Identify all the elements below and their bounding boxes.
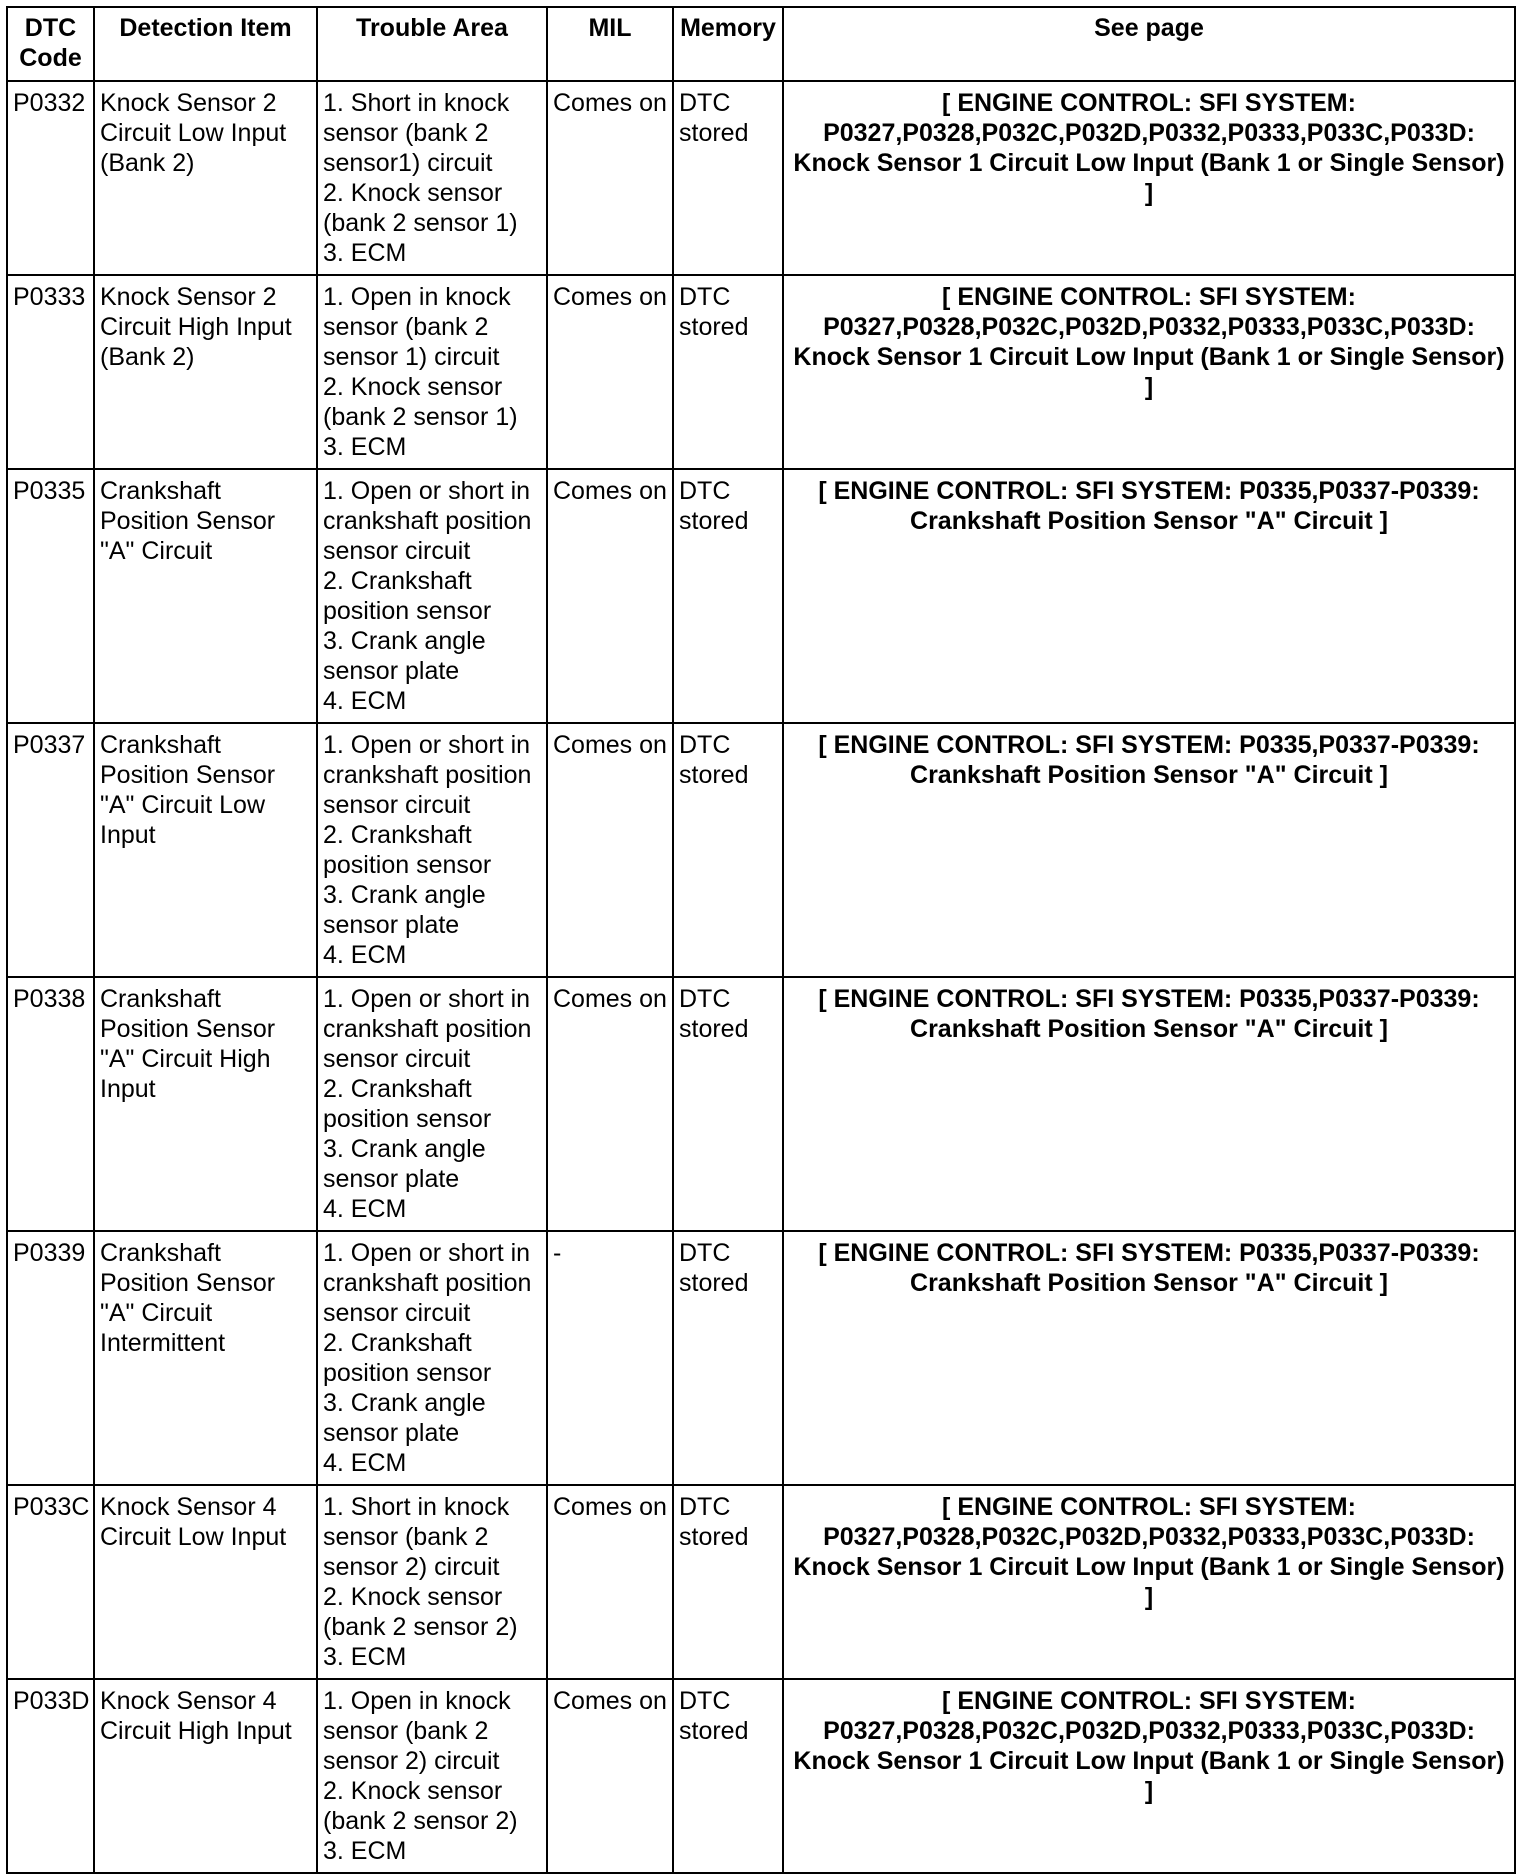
trouble-area-line: 3. ECM	[323, 1643, 407, 1671]
trouble-area-cell	[317, 275, 547, 469]
see-page-cell	[783, 723, 1515, 977]
trouble-area-line: 2. Knock sensor	[323, 179, 503, 207]
header-see-page: See page	[783, 7, 1515, 81]
see-page-line: ]	[1144, 179, 1154, 207]
see-page-line: P0327,P0328,P032C,P032D,P0332,P0333,P033C,P033D:	[823, 1523, 1475, 1551]
table-row	[7, 723, 1515, 977]
see-page-line: P0327,P0328,P032C,P032D,P0332,P0333,P033C,P033D:	[823, 119, 1475, 147]
mil-cell: Comes on	[547, 1485, 673, 1679]
trouble-area-line: (bank 2 sensor 2)	[323, 1613, 518, 1641]
table-row	[7, 81, 1515, 275]
see-page-cell	[783, 469, 1515, 723]
trouble-area-line: 1. Open or short in	[323, 985, 531, 1013]
table-header-row	[7, 7, 1515, 81]
trouble-area-line: 1. Open or short in	[323, 731, 531, 759]
see-page-line: ]	[1144, 1777, 1154, 1805]
trouble-area-line: 3. ECM	[323, 433, 407, 461]
see-page-line: Knock Sensor 1 Circuit Low Input (Bank 1 or Single Sensor)	[793, 149, 1505, 177]
trouble-area-line: 1. Open or short in	[323, 477, 531, 505]
mil-cell: Comes on	[547, 275, 673, 469]
detection-item-cell: Crankshaft Position Sensor "A" Circuit Intermittent	[94, 1231, 317, 1485]
detection-item-cell: Crankshaft Position Sensor "A" Circuit High Input	[94, 977, 317, 1231]
table-row	[7, 1679, 1515, 1873]
trouble-area-line: sensor (bank 2	[323, 119, 489, 147]
trouble-area-line: sensor 1) circuit	[323, 343, 500, 371]
dtc-code-cell: P0333	[7, 275, 94, 469]
see-page-line: Knock Sensor 1 Circuit Low Input (Bank 1 or Single Sensor)	[793, 343, 1505, 371]
trouble-area-line: 3. ECM	[323, 1837, 407, 1865]
see-page-line: ]	[1144, 373, 1154, 401]
trouble-area-line: sensor (bank 2	[323, 1717, 489, 1745]
trouble-area-line: 3. Crank angle	[323, 627, 486, 655]
see-page-line: Crankshaft Position Sensor "A" Circuit ]	[910, 1269, 1388, 1297]
table-row	[7, 977, 1515, 1231]
memory-cell: DTC stored	[673, 723, 783, 977]
trouble-area-line: crankshaft position	[323, 761, 532, 789]
see-page-line: Crankshaft Position Sensor "A" Circuit ]	[910, 1015, 1388, 1043]
mil-cell: Comes on	[547, 1679, 673, 1873]
trouble-area-line: position sensor	[323, 597, 492, 625]
mil-cell: Comes on	[547, 469, 673, 723]
memory-cell: DTC stored	[673, 81, 783, 275]
trouble-area-line: 2. Crankshaft	[323, 1075, 472, 1103]
see-page-line: [ ENGINE CONTROL: SFI SYSTEM: P0335,P0337-P0339:	[818, 1239, 1480, 1267]
see-page-line: [ ENGINE CONTROL: SFI SYSTEM: P0335,P0337-P0339:	[818, 731, 1480, 759]
trouble-area-line: 4. ECM	[323, 687, 407, 715]
detection-item-cell: Knock Sensor 2 Circuit Low Input (Bank 2)	[94, 81, 317, 275]
dtc-code-cell: P0337	[7, 723, 94, 977]
header-dtc-code: DTC Code	[7, 7, 94, 81]
trouble-area-line: 2. Crankshaft	[323, 821, 472, 849]
table-row	[7, 1485, 1515, 1679]
see-page-line: ]	[1144, 1583, 1154, 1611]
see-page-cell	[783, 1231, 1515, 1485]
trouble-area-line: sensor plate	[323, 1165, 460, 1193]
see-page-cell	[783, 275, 1515, 469]
trouble-area-line: sensor plate	[323, 1419, 460, 1447]
table-row	[7, 469, 1515, 723]
mil-cell: Comes on	[547, 723, 673, 977]
trouble-area-line: position sensor	[323, 1359, 492, 1387]
table-row	[7, 1231, 1515, 1485]
see-page-line: Knock Sensor 1 Circuit Low Input (Bank 1 or Single Sensor)	[793, 1553, 1505, 1581]
see-page-cell	[783, 1485, 1515, 1679]
see-page-line: [ ENGINE CONTROL: SFI SYSTEM:	[942, 1687, 1356, 1715]
see-page-cell	[783, 1679, 1515, 1873]
mil-cell: Comes on	[547, 977, 673, 1231]
detection-item-cell: Knock Sensor 2 Circuit High Input (Bank 2)	[94, 275, 317, 469]
see-page-line: [ ENGINE CONTROL: SFI SYSTEM: P0335,P0337-P0339:	[818, 985, 1480, 1013]
trouble-area-line: sensor circuit	[323, 1045, 471, 1073]
trouble-area-line: 3. Crank angle	[323, 881, 486, 909]
trouble-area-line: sensor 2) circuit	[323, 1747, 500, 1775]
memory-cell: DTC stored	[673, 977, 783, 1231]
trouble-area-line: 1. Open in knock	[323, 1687, 511, 1715]
trouble-area-line: position sensor	[323, 851, 492, 879]
trouble-area-line: 3. ECM	[323, 239, 407, 267]
trouble-area-line: crankshaft position	[323, 1015, 532, 1043]
trouble-area-cell	[317, 977, 547, 1231]
see-page-line: Crankshaft Position Sensor "A" Circuit ]	[910, 507, 1388, 535]
detection-item-cell: Knock Sensor 4 Circuit Low Input	[94, 1485, 317, 1679]
table-body	[7, 81, 1515, 1873]
trouble-area-line: sensor (bank 2	[323, 313, 489, 341]
trouble-area-line: sensor plate	[323, 657, 460, 685]
trouble-area-line: sensor1) circuit	[323, 149, 493, 177]
table-row	[7, 275, 1515, 469]
trouble-area-line: 3. Crank angle	[323, 1135, 486, 1163]
mil-cell: Comes on	[547, 81, 673, 275]
memory-cell: DTC stored	[673, 275, 783, 469]
memory-cell: DTC stored	[673, 1679, 783, 1873]
trouble-area-line: (bank 2 sensor 1)	[323, 403, 518, 431]
trouble-area-line: 2. Knock sensor	[323, 1777, 503, 1805]
trouble-area-line: 1. Open in knock	[323, 283, 511, 311]
trouble-area-cell	[317, 1485, 547, 1679]
dtc-code-cell: P033D	[7, 1679, 94, 1873]
dtc-code-cell: P0335	[7, 469, 94, 723]
detection-item-cell: Crankshaft Position Sensor "A" Circuit Low Input	[94, 723, 317, 977]
detection-item-cell: Crankshaft Position Sensor "A" Circuit	[94, 469, 317, 723]
dtc-code-cell: P0332	[7, 81, 94, 275]
trouble-area-line: 1. Open or short in	[323, 1239, 531, 1267]
see-page-line: [ ENGINE CONTROL: SFI SYSTEM:	[942, 1493, 1356, 1521]
trouble-area-line: 2. Knock sensor	[323, 373, 503, 401]
see-page-cell	[783, 977, 1515, 1231]
trouble-area-line: 4. ECM	[323, 1195, 407, 1223]
dtc-table	[6, 6, 1516, 1874]
trouble-area-cell	[317, 469, 547, 723]
trouble-area-line: 1. Short in knock	[323, 1493, 510, 1521]
memory-cell: DTC stored	[673, 1231, 783, 1485]
see-page-line: [ ENGINE CONTROL: SFI SYSTEM:	[942, 89, 1356, 117]
trouble-area-cell	[317, 81, 547, 275]
trouble-area-line: 2. Knock sensor	[323, 1583, 503, 1611]
see-page-cell	[783, 81, 1515, 275]
trouble-area-line: (bank 2 sensor 2)	[323, 1807, 518, 1835]
trouble-area-line: 2. Crankshaft	[323, 567, 472, 595]
trouble-area-line: sensor circuit	[323, 1299, 471, 1327]
trouble-area-cell	[317, 723, 547, 977]
mil-cell: -	[547, 1231, 673, 1485]
memory-cell: DTC stored	[673, 469, 783, 723]
dtc-code-cell: P0338	[7, 977, 94, 1231]
see-page-line: [ ENGINE CONTROL: SFI SYSTEM: P0335,P0337-P0339:	[818, 477, 1480, 505]
trouble-area-line: 1. Short in knock	[323, 89, 510, 117]
trouble-area-cell	[317, 1679, 547, 1873]
trouble-area-line: sensor plate	[323, 911, 460, 939]
header-mil: MIL	[547, 7, 673, 81]
see-page-line: [ ENGINE CONTROL: SFI SYSTEM:	[942, 283, 1356, 311]
trouble-area-line: (bank 2 sensor 1)	[323, 209, 518, 237]
trouble-area-line: crankshaft position	[323, 507, 532, 535]
trouble-area-line: sensor (bank 2	[323, 1523, 489, 1551]
trouble-area-line: position sensor	[323, 1105, 492, 1133]
header-memory: Memory	[673, 7, 783, 81]
see-page-line: P0327,P0328,P032C,P032D,P0332,P0333,P033C,P033D:	[823, 313, 1475, 341]
dtc-code-cell: P033C	[7, 1485, 94, 1679]
trouble-area-line: sensor circuit	[323, 791, 471, 819]
trouble-area-line: sensor 2) circuit	[323, 1553, 500, 1581]
header-trouble-area: Trouble Area	[317, 7, 547, 81]
trouble-area-cell	[317, 1231, 547, 1485]
memory-cell: DTC stored	[673, 1485, 783, 1679]
trouble-area-line: 4. ECM	[323, 1449, 407, 1477]
header-detection-item: Detection Item	[94, 7, 317, 81]
see-page-line: Crankshaft Position Sensor "A" Circuit ]	[910, 761, 1388, 789]
trouble-area-line: crankshaft position	[323, 1269, 532, 1297]
detection-item-cell: Knock Sensor 4 Circuit High Input	[94, 1679, 317, 1873]
dtc-code-cell: P0339	[7, 1231, 94, 1485]
trouble-area-line: 3. Crank angle	[323, 1389, 486, 1417]
see-page-line: Knock Sensor 1 Circuit Low Input (Bank 1 or Single Sensor)	[793, 1747, 1505, 1775]
trouble-area-line: 4. ECM	[323, 941, 407, 969]
trouble-area-line: 2. Crankshaft	[323, 1329, 472, 1357]
see-page-line: P0327,P0328,P032C,P032D,P0332,P0333,P033C,P033D:	[823, 1717, 1475, 1745]
trouble-area-line: sensor circuit	[323, 537, 471, 565]
